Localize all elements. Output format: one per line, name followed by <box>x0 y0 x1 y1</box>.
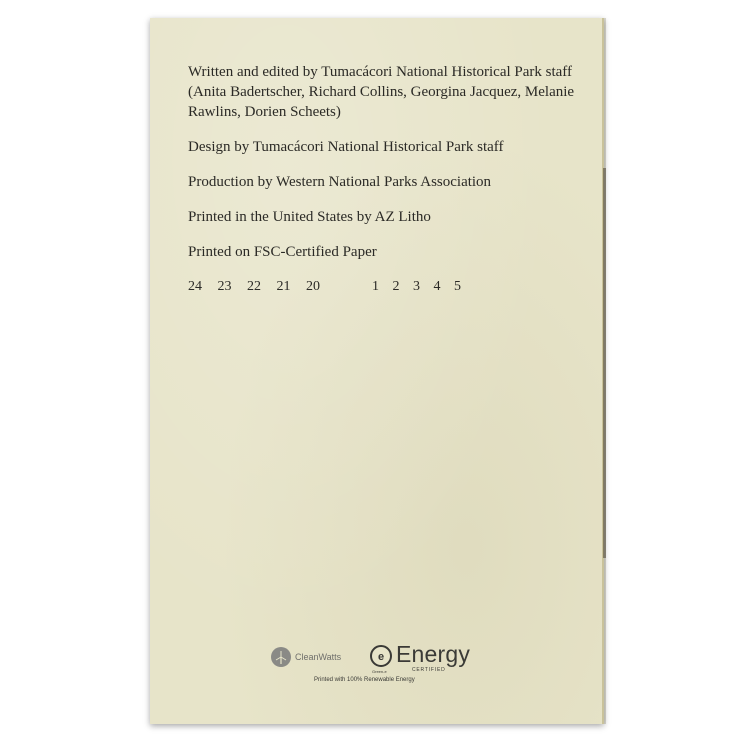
printing-number: 2 <box>392 279 400 294</box>
year-numbers <box>188 277 332 297</box>
paper-credit: Printed on FSC-Certified Paper <box>188 244 377 260</box>
year-number: 20 <box>306 279 320 294</box>
production-credit: Production by Western National Parks Association <box>188 174 492 190</box>
year-number: 24 <box>188 279 202 294</box>
printing-numbers <box>372 277 471 297</box>
svg-text:e: e <box>377 651 385 663</box>
spine-edge <box>603 168 606 558</box>
written-by-credit: Written and edited by Tumacácori National Historical Park staff (Anita Badertscher, Richard Collins, Georgina Jacquez, Melanie Rawlins, Dorien Scheets) <box>188 64 575 120</box>
printing-number: 1 <box>372 279 379 294</box>
certified-label: CERTIFIED <box>412 667 446 673</box>
year-number: 22 <box>247 279 261 294</box>
printed-in-credit: Printed in the United States by AZ Litho <box>188 209 431 225</box>
energy-logos <box>271 641 481 705</box>
printing-number: 5 <box>454 279 461 294</box>
credits-block <box>188 62 588 297</box>
green-e-logo-icon <box>370 645 392 667</box>
year-number: 21 <box>276 279 291 294</box>
printing-number: 3 <box>413 279 420 294</box>
printer-number-line <box>188 277 588 297</box>
cleanwatts-label: CleanWatts <box>295 652 342 662</box>
green-e-label: Green-e <box>372 669 387 674</box>
year-number: 23 <box>217 279 232 294</box>
printed-with-renewable-energy: Printed with 100% Renewable Energy <box>314 677 415 683</box>
energy-wordmark: Energy <box>396 641 471 667</box>
design-credit: Design by Tumacácori National Historical Park staff <box>188 139 504 155</box>
cleanwatts-logo-icon <box>271 647 291 667</box>
printing-number: 4 <box>433 279 441 294</box>
booklet-page <box>150 18 604 724</box>
